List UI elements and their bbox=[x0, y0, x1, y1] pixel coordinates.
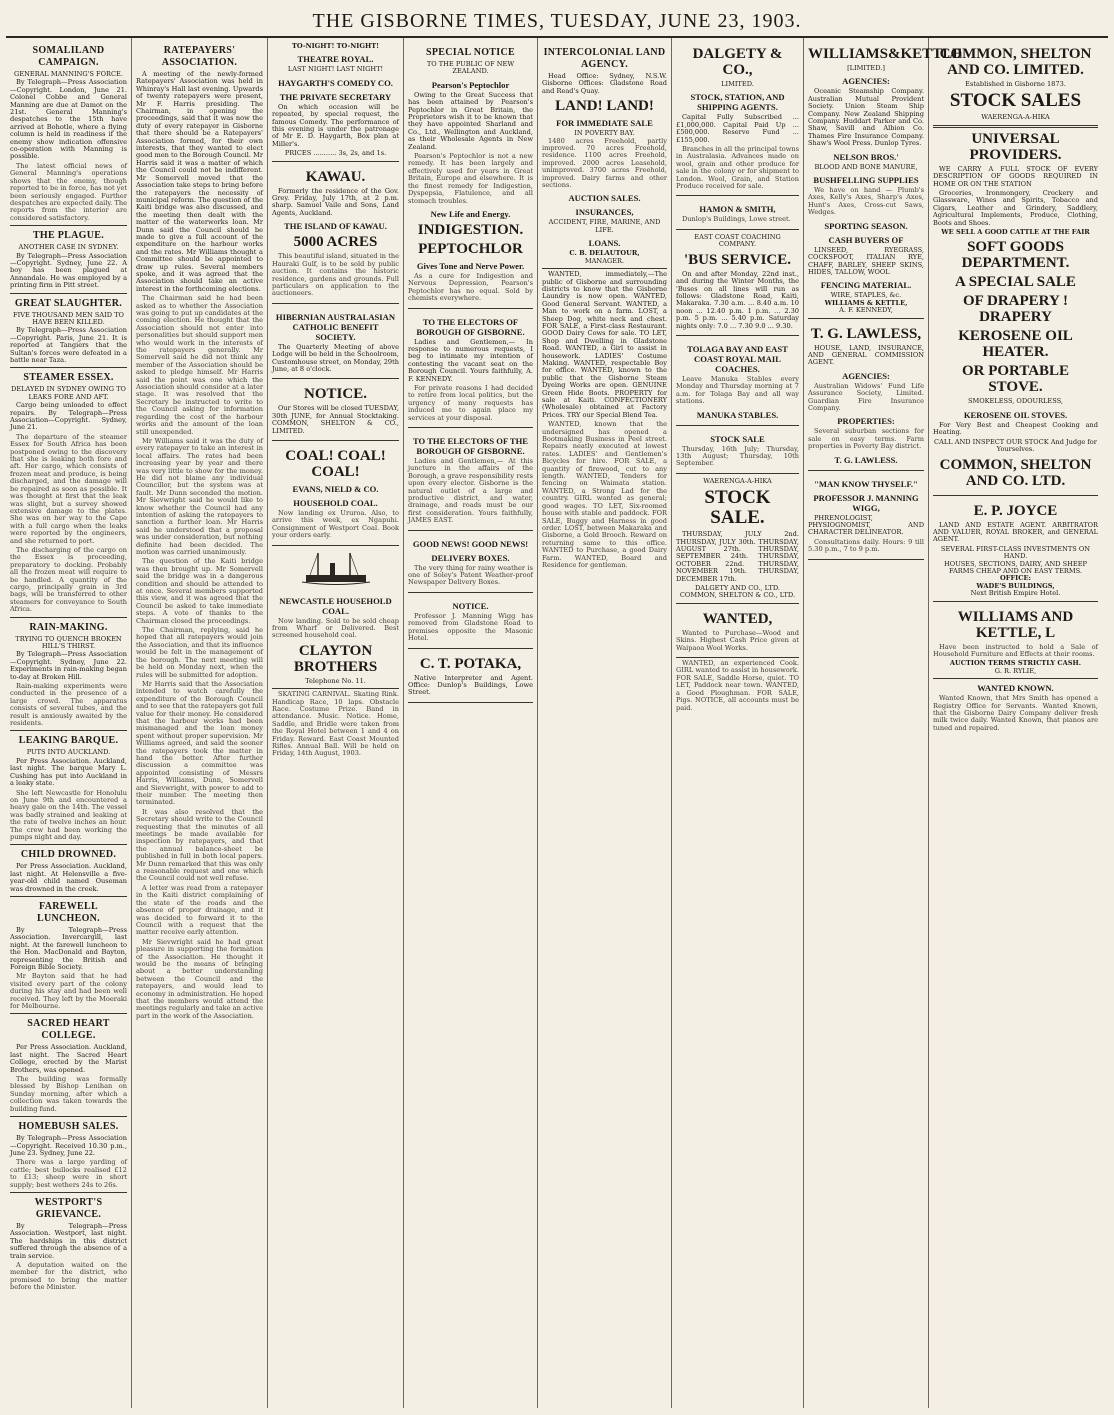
ad-line: MANAGER. bbox=[584, 256, 625, 265]
ad-body: Oceanic Steamship Company. Australian Mutual Provident Society. Union Steam Ship Company. New Zealand Shipping Company. Huddart Parker and Co. Shaw, Savill and Albion Co. Thames Fire Insurance Company. Shaw's Wool Press. Dunlop Tyres. bbox=[808, 87, 924, 148]
ad-heading: THEATRE ROYAL. bbox=[297, 54, 374, 65]
ad-body-cont: Leave Manuka Stables every Monday and Thursday morning at 7 a.m. for Tolaga Bay and all way stations. bbox=[676, 374, 799, 406]
article-body: A meeting of the newly-formed Ratepayers' Association was held in Whinray's Hall last evening. Upwards of twenty ratepayers were present, Mr F. Harris presiding. The Chairman, in opening the proceedings, said that it was now the duty of every ratepayer in Gisborne that there should be a Ratepayers' Association formed, for their own interests, that they wanted to elect good men to the Borough Council. Mr Harris said it was a matter of which the Council could not be indifferent. Mr Somervell moved that the Association take steps to bring before the ratepayers the necessity of municipal reform. The question of the Kaiti bridge was also discussed, and the meeting then dealt with the matter of the waterworks loan. Mr Dunn said the Council should be made to give a full account of the expenditure on the harbour works and the rates. Mr Williams thought a Committee should be appointed to draw up rules. Several members spoke, and it was agreed that the Association should take an active interest in the forthcoming elections. bbox=[136, 70, 263, 293]
ad-heading: "MAN KNOW THYSELF." bbox=[814, 478, 918, 489]
article-body-cont: Mr Sievwright said he had great pleasure in supporting the formation of the Association. He thought it would be the means of bringing about a better understanding between the Council and the ratepayers, and would lead to economy in administration. He hoped that the members would attend the meetings regularly and take an active part in the work of the Association. bbox=[136, 937, 263, 1020]
article-body-cont: The building was formally blessed by Bishop Lenihan on Sunday morning, after which a collection was taken towards the building fund. bbox=[10, 1075, 127, 1113]
ad-heading: AGENCIES: bbox=[842, 76, 890, 87]
ad-heading: NEWCASTLE HOUSEHOLD COAL. bbox=[279, 595, 392, 616]
article-body: Per Press Association. Auckland, last night. The barque Mary L. Cushing has put into Auckland in a leaky state. bbox=[10, 756, 127, 788]
article-body: By Telegraph—Press Association—Copyright. Paris, June 21. It is reported at Tangiers that the Sultan's forces were defeated in a battle near Taza. bbox=[10, 326, 127, 364]
ad-body: Groceries, Ironmongery, Crockery and Glassware, Wines and Spirits, Tobacco and Cigars, Leather and Grindery, Saddlery, Agricultural Implements, Produce, Clothing, Boots and Shoes. bbox=[933, 189, 1098, 227]
article-subtitle: DELAYED IN SYDNEY OWING TO LEAKS FORE AND AFT. bbox=[11, 385, 126, 401]
ad-body-cont: SKATING CARNIVAL. Skating Rink. Handicap Race, 10 laps. Obstacle Race. Costume Prize. Band in attendance. Music. Notice. Home, Saddle, and Bridle were taken from the Royal Hotel between 1 and 4 on Friday. Reward. East Coast Mounted Rifles. Annual Ball. Will be held on Friday, 14th August, 1903. bbox=[272, 690, 399, 758]
ad-heading: COMMON, SHELTON AND CO. LIMITED. bbox=[939, 46, 1092, 78]
divider bbox=[10, 225, 127, 226]
divider bbox=[10, 844, 127, 845]
article-body: By Telegraph—Press Association—Copyright. Received 10.30 p.m., June 23. Sydney, June 22. bbox=[10, 1134, 127, 1157]
ad-heading: THE PRIVATE SECRETARY bbox=[279, 91, 392, 102]
ad-body: Our Stores will be closed TUESDAY, 30th JUNE, for Annual Stocktaking. COMMON, SHELTON & CO., LIMITED. bbox=[272, 404, 399, 435]
coach-ad bbox=[676, 338, 799, 426]
ad-heading: DALGETY & CO., bbox=[692, 46, 783, 78]
ad-line: LIMITED. bbox=[721, 80, 754, 88]
ad-body-cont: For private reasons I had decided to retire from local politics, but the urgency of many requests has induced me to again place my services at your disposal. bbox=[408, 383, 533, 422]
waerenga-ad bbox=[676, 476, 799, 604]
ad-heading: CLAYTON BROTHERS bbox=[293, 642, 378, 675]
article-body-cont: The latest official news of General Manning's operations shows that the enemy, though reported to be in force, has not yet been seriously engaged. Further despatches are expected daily. The reports from the interior are considered satisfactory. bbox=[10, 161, 127, 222]
peptochlor-ad bbox=[408, 41, 533, 309]
article-subtitle: GENERAL MANNING'S FORCE. bbox=[14, 70, 123, 78]
article-subtitle: FIVE THOUSAND MEN SAID TO HAVE BEEN KILLED. bbox=[13, 310, 124, 326]
ad-heading: E. P. JOYCE bbox=[973, 502, 1058, 519]
lawless-ad bbox=[808, 321, 924, 471]
article-body: By Telegraph—Press Association. Westport, last night. The hardships in this district suffered through the absence of a train service. bbox=[10, 1221, 127, 1260]
wanted-ad bbox=[676, 606, 799, 658]
ad-line: CALL AND INSPECT OUR STOCK And Judge for Yourselves. bbox=[934, 437, 1097, 454]
ad-body-cont: Several suburban sections for sale on easy terms. Farm properties in Poverty Bay district. bbox=[808, 427, 924, 451]
ad-heading: MANUKA STABLES. bbox=[696, 409, 779, 420]
ad-heading: HIBERNIAN AUSTRALASIAN CATHOLIC BENEFIT SOCIETY. bbox=[275, 311, 396, 342]
ad-heading: COAL! COAL! COAL! bbox=[285, 447, 386, 480]
ad-body-cont: Now landing ex Ururoa. Also, to arrive this week, ex Ngapuhi. Consignment of Westport Coal. Book your orders early. bbox=[272, 508, 399, 540]
joyce-ad bbox=[933, 498, 1098, 602]
column-ratepayers bbox=[132, 38, 268, 1408]
article-body-cont: The departure of the steamer Essex for South Africa has been postponed owing to the discovery that she is leaking both fore and aft. Her cargo, which consists of frozen meat and produce, is being discharged, and the damage will be repaired as soon as possible. It was thought at first that the leak was slight, but a survey showed extensive damage to the plates. She was on her way to the Cape with a full cargo when the leaks were reported by the engineers, and she returned to port. bbox=[10, 432, 127, 545]
ad-heading: KEROSENE OIL HEATER. bbox=[958, 328, 1073, 361]
column-news-telegrams bbox=[6, 38, 132, 1408]
article-title: STEAMER ESSEX. bbox=[23, 372, 114, 384]
ad-body-cont: Consultations daily. Hours: 9 till 5.30 p.m., 7 to 9 p.m. bbox=[808, 537, 924, 554]
ad-heading: PROFESSOR J. MANNING WIGG, bbox=[813, 492, 919, 513]
ad-heading: WILLIAMS&KETTLE bbox=[808, 46, 963, 62]
article-body: By Telegraph—Press Association—Copyright. Sydney, June 22. Experiments in rain-making began to-day at Broken Hill. bbox=[10, 650, 127, 681]
article-title: THE PLAGUE. bbox=[32, 230, 105, 242]
ad-line: DALGETY AND CO., LTD. COMMON, SHELTON & CO., LTD. bbox=[679, 584, 796, 600]
ad-body-cont: 1480 acres Freehold, partly improved. 70 acres Freehold, residence. 1100 acres Freehold, improved. 2000 acres Leasehold, unimproved. 3700 acres Freehold, improved. Dairy farms and other sections. bbox=[542, 136, 667, 190]
potaka-ad bbox=[408, 651, 533, 703]
ad-line: SMOKELESS, ODOURLESS, bbox=[967, 397, 1064, 406]
ad-heading: INDIGESTION. bbox=[417, 221, 524, 238]
columns bbox=[6, 38, 1108, 1408]
ad-body-cont: Wanted to Purchase—Wood and Skins. Highest Cash Price given at Waipaoa Wool Works. bbox=[676, 628, 799, 652]
ad-line: WADE'S BUILDINGS, bbox=[976, 581, 1055, 590]
ad-line: OFFICE: bbox=[1000, 574, 1031, 583]
ad-line: WIRE, STAPLES, &c. bbox=[830, 291, 902, 300]
article-title: GREAT SLAUGHTER. bbox=[14, 297, 123, 309]
ad-body: WE CARRY A FULL STOCK OF EVERY DESCRIPTION OF GOODS REQUIRED IN HOME OR ON THE STATION bbox=[933, 164, 1098, 188]
divider bbox=[10, 1192, 127, 1193]
ad-line: BLOOD AND BONE MANURE, bbox=[814, 162, 918, 171]
ad-heading: STOCK SALE bbox=[710, 433, 765, 444]
ad-body: Owing to the Great Success that has been attained by Pearson's Peptochlor in Great Britain, the Proprietors wish it to be known that they have appointed Sharland and Co., Ltd., Wellington and Auckland, as their Wholesale Agents in New Zealand. bbox=[408, 90, 533, 151]
ad-body: Ladies and Gentlemen,— In response to numerous requests, I beg to intimate my intention of contesting the vacant seat on the Borough Council. Yours faithfully, A. F. KENNEDY. bbox=[408, 337, 533, 383]
ad-line: IN POVERTY BAY. bbox=[574, 129, 635, 138]
article-body-cont: There was a large yarding of cattle; best bullocks realised £12 to £13; sheep were in short supply; best wethers 24s to 26s. bbox=[10, 1158, 127, 1189]
ad-body-cont: Pearson's Peptochlor is not a new remedy. It has been largely and effectively used for years in Great Britain, Europe and elsewhere. It is the finest remedy for Indigestion, Dyspepsia, Flatulence, and all stomach troubles. bbox=[408, 152, 533, 205]
ad-heading: INSURANCES, bbox=[575, 207, 634, 218]
common-shelton-ad bbox=[933, 41, 1098, 496]
divider bbox=[10, 367, 127, 368]
ad-heading: EVANS, NIELD & CO. bbox=[292, 483, 379, 494]
ad-heading: PEPTOCHLOR bbox=[418, 240, 523, 257]
phrenologist-ad bbox=[808, 473, 924, 560]
ad-heading: HAMON & SMITH, bbox=[699, 204, 776, 215]
ad-heading: C. T. POTAKA, bbox=[419, 655, 522, 672]
ad-heading: FOR IMMEDIATE SALE bbox=[556, 118, 653, 129]
classified-ads: WANTED, immediately,—The public of Gisborne and surrounding districts to know that the Gisborne Laundry is now open. WANTED, Good General Servant. WANTED, a Man to work on a farm. LOST, a Sheep Dog, white neck and chest. FOR SALE, a First-class Restaurant. GOOD Dairy Cows for sale. TO LET, Shop and Dwelling in Gladstone Road. WANTED, a Girl to assist in housework. LADIES' Costume Making. WANTED, respectable Boy for office. WANTED, known to the public that the Gisborne Steam Dyeing Works are open. GENUINE Green Hide Boots. PROPERTY for sale at Kaiti. CONFECTIONERY (Wholesale) obtained at Factory Prices. TRY our Special Blend Tea. bbox=[542, 270, 667, 419]
ad-body-cont: Now landing. Sold to be sold cheap from Wharf or Delivered. Best screened household coal. bbox=[272, 616, 399, 640]
masthead: THE GISBORNE TIMES, TUESDAY, JUNE 23, 1903. bbox=[6, 6, 1108, 38]
article-body-cont: The Chairman, replying, said he hoped that all ratepayers would join the Association, and that its influence would be felt in the management of the borough. The next meeting will be held on Monday next, when the rules will be submitted for adoption. bbox=[136, 626, 263, 679]
ad-body: LAND AND ESTATE AGENT. ARBITRATOR AND VALUER, ROYAL BROKER, and GENERAL AGENT. bbox=[933, 520, 1098, 544]
hamon-smith-ad bbox=[676, 198, 799, 229]
hibernian-ad bbox=[272, 306, 399, 380]
ad-body: Formerly the residence of the Gov. Grey. Friday, July 17th, at 2 p.m. sharp. Samuel Vaile and Sons, Land Agents, Auckland. bbox=[272, 186, 399, 217]
ad-heading: NELSON BROS.' bbox=[833, 151, 899, 162]
article-subtitle: PUTS INTO AUCKLAND. bbox=[26, 748, 111, 757]
ad-heading: 'BUS SERVICE. bbox=[683, 251, 791, 268]
ad-body: On and after Monday, 22nd inst., and during the Winter Months, the 'Buses on all lines will run as follows: Gladstone Road, Kaiti, Makaraka. 7.30 a.m. ... 8.40 a.m. 10 noon ... 12.40 p.m. 1 p.m. ... 2.30 p.m. 5 p.m. ... 5.40 p.m. Saturday nights only: 7.0 ... 7.30 9.0 ... 9.30. bbox=[676, 269, 799, 330]
ad-line: WAERENGA-A-HIKA bbox=[703, 476, 772, 485]
ad-heading: STOCK, STATION, AND SHIPPING AGENTS. bbox=[690, 92, 785, 113]
ad-heading: TO THE ELECTORS OF BOROUGH OF GISBORNE. bbox=[416, 316, 525, 337]
article-title: LEAKING BARQUE. bbox=[18, 735, 119, 747]
ad-heading: AUCTION SALES. bbox=[568, 193, 641, 204]
ad-body: THURSDAY, JULY 2nd. THURSDAY, JULY 30th. THURSDAY, AUGUST 27th. THURSDAY, SEPTEMBER 24th. THURSDAY, OCTOBER 22nd. THURSDAY, NOVEMBER 19th. THURSDAY, DECEMBER 17th. bbox=[676, 530, 799, 583]
theatre-ad bbox=[272, 41, 399, 162]
electors-ad-2 bbox=[408, 430, 533, 531]
ad-heading: Gives Tone and Nerve Power. bbox=[416, 260, 525, 271]
classified-cont: WANTED, known that the undersigned has opened a Bootmaking Business in Peel street. Repairs neatly executed at lowest rates. LADIES' and Gentlemen's Bicycles for hire. FOR SALE, a quantity of firewood, cut to any length. WANTED, Tenders for fencing on Waimata station. WANTED, a Strong Lad for the country. GIRL wanted as general; good wages. TO LET, Six-roomed house with stable and paddock. FOR SALE, Buggy and Harness in good order. LOST, between Makaraka and Gisborne, a Gold Brooch. Reward on returning same to this office. WANTED to Purchase, a good Dairy Farm. WANTED, Board and Residence for gentleman. bbox=[542, 420, 667, 569]
ad-line: Telephone No. 11. bbox=[305, 676, 366, 685]
ad-body: PHRENOLOGIST, PHYSIOGNOMIST, AND CHARACTER DELINEATOR. bbox=[808, 513, 924, 537]
column-dalgety bbox=[672, 38, 804, 1408]
ad-heading: TOLAGA BAY AND EAST COAST ROYAL MAIL COACHES. bbox=[687, 343, 788, 374]
ad-heading: DELIVERY BOXES. bbox=[431, 552, 510, 563]
ad-heading: 5000 ACRES bbox=[293, 234, 378, 251]
ad-heading: HAYGARTH'S COMEDY CO. bbox=[278, 77, 393, 88]
article-title: CHILD DROWNED. bbox=[20, 849, 117, 861]
column-common-shelton bbox=[929, 38, 1102, 1408]
article-title: RAIN-MAKING. bbox=[29, 621, 108, 633]
ad-line: [LIMITED.] bbox=[847, 64, 885, 72]
ad-line: WILLIAMS & KETTLE, bbox=[824, 298, 908, 307]
article-body-cont: A letter was read from a ratepayer in the Kaiti district complaining of the state of the roads and the absence of proper drainage, and it was decided to forward it to the Council with a request that the matter receive early attention. bbox=[136, 883, 263, 937]
divider bbox=[10, 293, 127, 294]
ad-heading: GOOD NEWS! GOOD NEWS! bbox=[412, 538, 529, 549]
ad-line: SEVERAL FIRST-CLASS INVESTMENTS ON HAND. bbox=[940, 544, 1091, 561]
ad-body: Head Office: Sydney, N.S.W. Gisborne Offices: Gladstone Road and Read's Quay. bbox=[542, 72, 667, 95]
article-body-cont: The question of the Kaiti bridge was then brought up. Mr Somervell said the bridge was in a dangerous condition and should be attended to at once. Several members supported this view, and it was agreed that the Council be asked to take immediate steps. A vote of thanks to the Chairman closed the proceedings. bbox=[136, 557, 263, 625]
ad-line: ACCIDENT, FIRE, MARINE, AND LIFE. bbox=[548, 218, 661, 234]
ad-body-cont: We have on hand — Plumb's Axes, Kelly's Axes, Sharp's Axes, Hunt's Axes, Cross-cut Saws, Wedges. bbox=[808, 186, 924, 217]
ad-body-cont: Ladies and Gentlemen,— At this juncture in the affairs of the Borough, a grave responsibility rests upon every elector. Gisborne is the natural outlet of a large and productive district, and water, drainage, and roads must be our first consideration. Yours faithfully, JAMES EAST. bbox=[408, 457, 533, 525]
ad-heading: SPECIAL NOTICE bbox=[426, 47, 515, 58]
article-body-cont: The discharging of the cargo on the Essex is proceeding, preparatory to docking. Probably all the frozen meat will require to be handled. A quantity of the cargo, principally grain in 3rd bags, will be transferred to other steamers for conveyance to South Africa. bbox=[10, 545, 127, 614]
ad-body: For Very Best and Cheapest Cooking and Heating. bbox=[933, 420, 1098, 437]
kawau-ad bbox=[272, 164, 399, 304]
ad-line: Established in Gisborne 1873. bbox=[965, 80, 1066, 88]
ad-body-cont: The very thing for rainy weather is one of Soley's Patent Weather-proof Newspaper Delivery Boxes. bbox=[408, 563, 533, 587]
ad-heading: NOTICE. bbox=[452, 600, 489, 611]
ad-line: AUCTION TERMS STRICTLY CASH. bbox=[949, 659, 1082, 668]
divider bbox=[10, 1116, 127, 1117]
ad-heading: OF DRAPERY ! DRAPERY bbox=[962, 293, 1068, 326]
ad-heading: LOANS. bbox=[588, 238, 621, 249]
ad-body-cont: As a cure for Indigestion and Nervous Depression, Pearson's Peptochlor has no equal. Sold by chemists everywhere. bbox=[408, 271, 533, 303]
ad-heading: CASH BUYERS OF bbox=[828, 234, 904, 245]
ad-line: EAST COAST COACHING COMPANY. bbox=[694, 232, 781, 249]
column-williams-kettle bbox=[804, 38, 963, 1408]
ad-heading: Pearson's Peptochlor bbox=[431, 79, 510, 90]
auction-ad bbox=[933, 604, 1098, 680]
ad-line: TO THE PUBLIC OF NEW ZEALAND. bbox=[426, 60, 515, 76]
steamship-icon bbox=[300, 549, 372, 587]
bus-ad bbox=[676, 232, 799, 336]
ad-heading: WILLIAMS AND KETTLE, L bbox=[957, 608, 1074, 641]
ad-heading: WANTED KNOWN. bbox=[977, 683, 1054, 694]
ad-line: PRICES ........... 3s, 2s, and 1s. bbox=[284, 149, 387, 158]
ad-body-cont: Professor J. Manning Wigg has removed from Gladstone Road to premises opposite the Masonic Hotel. bbox=[408, 611, 533, 643]
ad-heading: LAND! LAND! bbox=[555, 98, 654, 115]
ad-heading: STOCK SALES bbox=[949, 90, 1082, 112]
ad-line: WE SELL A GOOD CATTLE AT THE FAIR bbox=[941, 228, 1090, 237]
ad-heading: KAWAU. bbox=[305, 168, 366, 185]
article-title: WESTPORT'S GRIEVANCE. bbox=[34, 1196, 103, 1220]
dalgety-ad bbox=[676, 41, 799, 196]
article-body-cont: She left Newcastle for Honolulu on June 9th and encountered a heavy gale on the 14th. The vessel was badly strained and leaking at the rate of twelve inches an hour. The crew had been working the pumps night and day. bbox=[10, 788, 127, 841]
ad-line: HOUSES, SECTIONS, DAIRY, AND SHEEP FARMS CHEAP AND ON EASY TERMS. bbox=[944, 559, 1087, 575]
article-title: RATEPAYERS' ASSOCIATION. bbox=[161, 45, 238, 68]
notice-ad bbox=[272, 381, 399, 441]
ad-body-cont: Dunlop's Buildings, Lowe street. bbox=[682, 215, 791, 224]
article-title: HOMEBUSH SALES. bbox=[18, 1121, 119, 1133]
ad-heading: HOUSEHOLD COAL. bbox=[293, 497, 378, 508]
column-special-notice bbox=[404, 38, 538, 1408]
article-body-cont: Mr Harris said that the Association intended to watch carefully the expenditure of the Borough Council and to see that the ratepayers got full value for their money. He considered that the harbour works had been mismanaged and the loan money spent without proper supervision. Mr Williams agreed, and said the sooner the ratepayers took the matter in hand the better. After further discussion a committee was appointed consisting of Messrs Harris, Williams, Dunn, Somervell and Sievwright, with power to add to their number. The meeting then terminated. bbox=[136, 679, 263, 807]
goodnews-ad bbox=[408, 533, 533, 593]
article-body-cont: Mr Williams said it was the duty of every ratepayer to take an interest in local affairs. The rates had been increasing year by year and there was very little to show for the money. He did not blame any individual Councillor, but the system was at fault. Mr Dunn seconded the motion. Mr Sievwright said he would like to know whether the Council had any intention of asking the ratepayers to sanction a further loan. Mr Harris said he understood that a proposal was under consideration, but nothing definite had been decided. The motion was carried unanimously. bbox=[136, 436, 263, 556]
ad-heading: COMMON, SHELTON AND CO. LTD. bbox=[939, 456, 1092, 489]
ad-heading: FENCING MATERIAL. bbox=[820, 280, 912, 291]
divider bbox=[10, 896, 127, 897]
divider bbox=[10, 1013, 127, 1014]
ad-heading: UNIVERSAL PROVIDERS. bbox=[969, 130, 1062, 163]
article-body: Per Press Association. Auckland, last night. At Helensville a five-year-old child named Ouseman was drowned in the creek. bbox=[10, 862, 127, 893]
article-body: By Telegraph—Press Association. Invercargill, last night. At the farewell luncheon to the Hon. MacDonald and Bayton, representing the British and Foreign Bible Society. bbox=[10, 925, 127, 971]
ad-heading: T. G. LAWLESS, bbox=[810, 325, 922, 342]
ad-line: WAERENGA-A-HIKA bbox=[981, 113, 1050, 122]
electors-ad bbox=[408, 311, 533, 428]
article-body: Per Press Association. Auckland, last night. The Sacred Heart College, erected by the Marist Brothers, was opened. bbox=[10, 1043, 127, 1074]
ad-heading: KEROSENE OIL STOVES. bbox=[963, 409, 1068, 420]
divider bbox=[10, 617, 127, 618]
classified-cont: Wanted Known, that Mrs Smith has opened a Registry Office for Servants. Wanted Known, that the Gisborne Dairy Company deliver fresh milk twice daily. Wanted Known, that pianos are tuned and repaired. bbox=[933, 694, 1098, 732]
ad-heading: THE ISLAND OF KAWAU. bbox=[284, 221, 387, 232]
land-agency-ad bbox=[542, 41, 667, 269]
article-body: Cargo being unloaded to effect repairs. By Telegraph—Press Association—Copyright. Sydney, June 21. bbox=[10, 401, 127, 432]
ad-line: Next British Empire Hotel. bbox=[970, 589, 1061, 598]
divider bbox=[10, 730, 127, 731]
ad-heading: STOCK SALE. bbox=[704, 487, 771, 529]
article-title: SOMALILAND CAMPAIGN. bbox=[32, 45, 105, 68]
article-body: By Telegraph—Press Association—Copyright. Sydney, June 22. A boy has been plagued at Annandale. He was employed by a printing firm in Pitt street. bbox=[10, 251, 127, 290]
article-title: FAREWELL LUNCHEON. bbox=[37, 900, 100, 924]
ad-body-cont: Thursday, 16th July; Thursday, 13th August; Thursday, 10th September. bbox=[676, 444, 799, 468]
ad-heading: T. G. LAWLESS. bbox=[834, 454, 898, 465]
ad-body: Capital Fully Subscribed ... £1,000,000. Capital Paid Up ... £500,000. Reserve Fund ... £155,000. bbox=[676, 113, 799, 144]
ad-body: On which occasion will be repeated, by special request, the famous Comedy. The performance of this evening is under the patronage of Mr E. D. Haygarth, Box plan at Miller's. bbox=[272, 102, 399, 148]
ad-heading: WANTED, bbox=[702, 610, 773, 627]
article-subtitle: TRYING TO QUENCH BROKEN HILL'S THIRST. bbox=[15, 634, 122, 650]
ad-heading: New Life and Energy. bbox=[430, 208, 511, 219]
ad-heading: SPORTING SEASON. bbox=[824, 220, 908, 231]
ad-body: LINSEED, RYEGRASS, COCKSFOOT, ITALIAN RYE, CHAFF, BARLEY, SHEEP SKINS, HIDES, TALLOW, WOOL bbox=[808, 245, 924, 276]
column-land-agency bbox=[538, 38, 672, 1408]
column-theatre-ads bbox=[268, 38, 404, 1408]
article-body-cont: The Chairman said he had been asked as to whether the Association was going to put up candidates at the coming election. He thought that the Association should not enter into personalities but should support men who would work in the interests of the ratepayers generally. Mr Somervell said he did not think any member of the Association should be asked to pledge himself. Mr Harris said the point was one which the Association should consider at a later stage. It was resolved that the Secretary be instructed to write to the Council asking for information regarding the cost of the harbour works and the amount of the loan still unexpended. bbox=[136, 294, 263, 436]
ad-heading: INTERCOLONIAL LAND AGENCY. bbox=[543, 47, 666, 70]
newcastle-ad bbox=[272, 590, 399, 690]
ad-heading: TO THE ELECTORS OF THE BOROUGH OF GISBORNE. bbox=[412, 436, 529, 456]
ad-line: LAST NIGHT! LAST NIGHT! bbox=[287, 65, 384, 74]
ad-heading: BUSHFELLING SUPPLIES bbox=[813, 175, 919, 186]
ad-body: Native Interpreter and Agent. Office: Dunlop's Buildings, Lowe Street. bbox=[408, 673, 533, 697]
article-body-cont: Mr Bayton said that he had visited every part of the colony during his stay and had been well received. They left by the Moeraki for Melbourne. bbox=[10, 972, 127, 1011]
article-body: By Telegraph—Press Association—Copyright. London, June 21. Colonel Cobbe and General Manning are due at Damot on the 21st. General Manning's despatches to the 15th have arrived at Bohotle, where a flying column is held in readiness if the enemy show indication offensive co-operation with Manning is possible. bbox=[10, 78, 127, 161]
article-subtitle: ANOTHER CASE IN SYDNEY. bbox=[18, 243, 119, 252]
ad-heading: NOTICE. bbox=[304, 386, 367, 403]
ad-body-cont: Have been instructed to hold a Sale of Household Furniture and Effects at their rooms. bbox=[933, 642, 1098, 658]
ad-heading: AGENCIES: bbox=[842, 370, 890, 381]
ad-heading: A SPECIAL SALE bbox=[955, 274, 1076, 291]
ad-heading: SOFT GOODS DEPARTMENT. bbox=[961, 239, 1070, 272]
ad-body-cont: This beautiful island, situated in the Hauraki Gulf, is to be sold by public auction. It contains the historic residence, gardens and grounds. Full particulars on application to the auctioneers. bbox=[272, 252, 399, 298]
ad-line: G. R. RYLIE, bbox=[994, 666, 1037, 675]
article-body-cont: Rain-making experiments were conducted in the presence of a large crowd. The apparatus consists of several tubes, and the result is anxiously awaited by the residents. bbox=[10, 682, 127, 728]
ad-heading: PROPERTIES: bbox=[837, 416, 895, 427]
article-body-cont: It was also resolved that the Secretary should write to the Council requesting that the minutes of all meetings be made available for inspection by ratepayers, and that the annual balance-sheet be published in full in both local papers. Mr Dunn remarked that this was only a reasonable request and one which the Council could not well refuse. bbox=[136, 807, 263, 883]
article-title: SACRED HEART COLLEGE. bbox=[27, 1018, 110, 1042]
divider bbox=[933, 125, 1098, 128]
ad-line: C. B. DELAUTOUR, bbox=[569, 249, 640, 258]
ad-line: A. F. KENNEDY, bbox=[839, 306, 893, 315]
article-body-cont: A deputation waited on the member for the district, who promised to bring the matter before the Minister. bbox=[10, 1260, 127, 1292]
williams-kettle-ad bbox=[808, 41, 963, 319]
ad-body: The Quarterly Meeting of above Lodge will be held in the Schoolroom, Customhouse street, on Monday, 29th June, at 8 o'clock. bbox=[272, 342, 399, 373]
classified-cont: WANTED, an experienced Cook. GIRL wanted to assist in housework. FOR SALE, Saddle Horse, quiet. TO LET, Paddock near town. WANTED, a Good Ploughman. FOR SALE, Pigs. NOTICE, all accounts must be paid. bbox=[676, 659, 799, 712]
ad-body: HOUSE, LAND, INSURANCE, AND GENERAL COMMISSION AGENT. bbox=[808, 343, 924, 367]
notice-ad bbox=[408, 595, 533, 649]
ad-body-cont: Branches in all the principal towns in Australasia. Advances made on wool, grain and other produce for sale in the colony or for shipment to London. Wool, Grain, and Station Produce received for sale. bbox=[676, 145, 799, 191]
coal-ad bbox=[272, 443, 399, 546]
ad-heading: OR PORTABLE STOVE. bbox=[961, 363, 1070, 396]
ad-line: TO-NIGHT! TO-NIGHT! bbox=[291, 42, 380, 50]
stocksale-ad bbox=[676, 428, 799, 474]
ad-body-cont: Australian Widows' Fund Life Assurance Society, Limited. Guardian Fire Insurance Company. bbox=[808, 381, 924, 412]
